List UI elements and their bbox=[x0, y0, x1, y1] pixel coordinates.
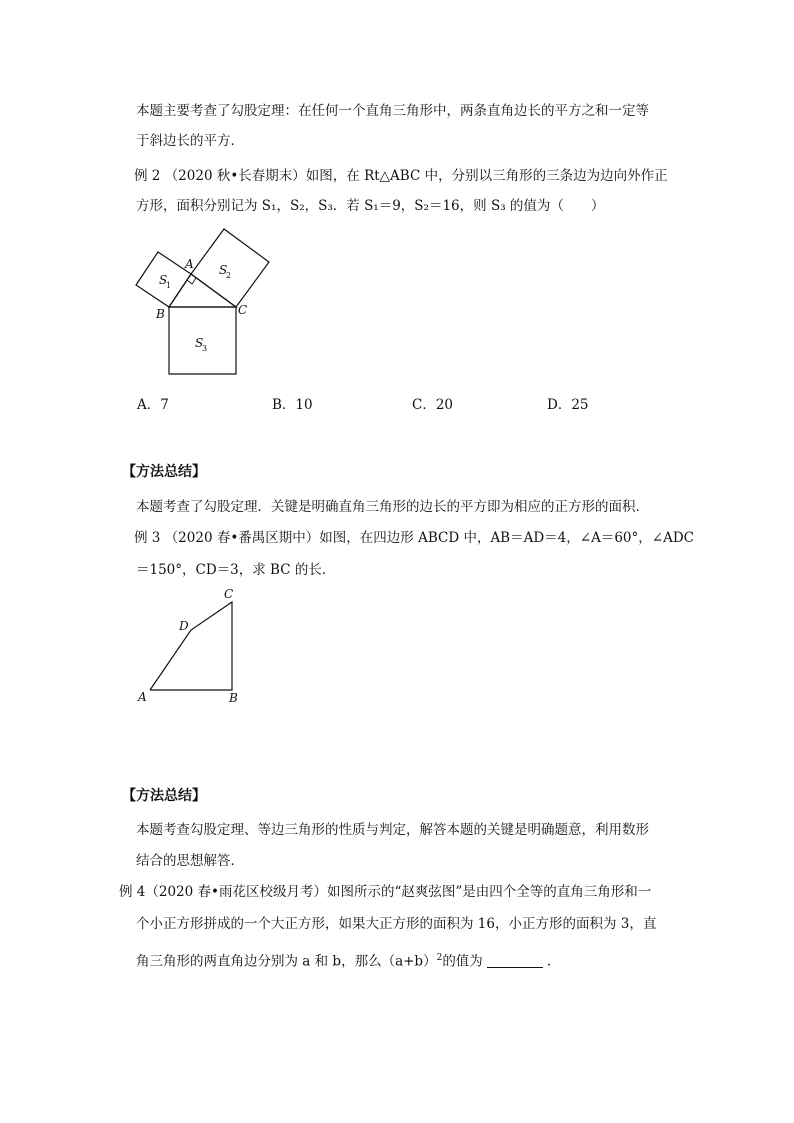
square-s2 bbox=[191, 229, 269, 307]
example4-line-3-post: ． bbox=[546, 953, 561, 970]
example4-line-3-mid: 的值为 bbox=[442, 953, 483, 970]
label-b-2: B bbox=[229, 691, 238, 705]
example3-line-1: 例 3 （2020 春•番禺区期中）如图，在四边形 ABCD 中，AB＝AD＝4，∠A＝60°，∠ADC bbox=[134, 530, 694, 546]
option-d[interactable]: D．25 bbox=[547, 397, 589, 413]
example2-line-1: 例 2 （2020 秋•长春期末）如图，在 Rt△ABC 中，分别以三角形的三条边为边向外作正 bbox=[134, 168, 668, 184]
label-c-2: C bbox=[224, 587, 234, 601]
example4-line-3-pre: 角三角形的两直角边分别为 a 和 b，那么（a+b） bbox=[136, 953, 437, 970]
quadrilateral-abcd bbox=[150, 602, 232, 690]
label-s3-sub: 3 bbox=[202, 344, 208, 353]
intro-line-2: 于斜边长的平方． bbox=[136, 133, 244, 149]
label-a-2: A bbox=[138, 690, 147, 704]
label-s1-sub: 1 bbox=[166, 281, 172, 290]
summary1-text: 本题考查了勾股定理．关键是明确直角三角形的边长的平方即为相应的正方形的面积． bbox=[136, 499, 649, 515]
example4-line-3 bbox=[136, 948, 560, 972]
label-s2: S bbox=[219, 263, 228, 277]
option-b[interactable]: B．10 bbox=[272, 397, 313, 413]
option-a[interactable]: A．7 bbox=[137, 397, 169, 413]
label-s1: S bbox=[159, 273, 168, 287]
label-a: A bbox=[185, 257, 194, 271]
example4-exponent: 2 bbox=[436, 953, 443, 963]
summary1-heading: 【方法总结】 bbox=[122, 464, 206, 480]
label-s3: S bbox=[195, 336, 204, 350]
intro-line-1: 本题主要考查了勾股定理：在任何一个直角三角形中，两条直角边长的平方之和一定等 bbox=[136, 103, 649, 119]
label-s2-sub: 2 bbox=[226, 271, 232, 280]
label-c: C bbox=[238, 303, 248, 317]
summary2-heading: 【方法总结】 bbox=[122, 788, 206, 804]
label-d-2: D bbox=[179, 619, 189, 633]
summary2-line-2: 结合的思想解答． bbox=[136, 853, 244, 869]
example4-line-2: 个小正方形拼成的一个大正方形，如果大正方形的面积为 16，小正方形的面积为 3，直 bbox=[136, 916, 657, 932]
answer-blank[interactable] bbox=[487, 953, 543, 968]
example2-line-2: 方形，面积分别记为 S₁，S₂，S₃．若 S₁＝9，S₂＝16，则 S₃ 的值为（ ） bbox=[136, 198, 605, 214]
example3-line-2: ＝150°，CD＝3，求 BC 的长． bbox=[136, 562, 336, 578]
option-c[interactable]: C．20 bbox=[412, 397, 454, 413]
example4-line-1: 例 4（2020 春•雨花区校级月考）如图所示的“赵爽弦图”是由四个全等的直角三角形和一 bbox=[119, 884, 652, 900]
summary2-line-1: 本题考查勾股定理、等边三角形的性质与判定，解答本题的关键是明确题意，利用数形 bbox=[136, 822, 649, 838]
label-b: B bbox=[156, 307, 165, 321]
